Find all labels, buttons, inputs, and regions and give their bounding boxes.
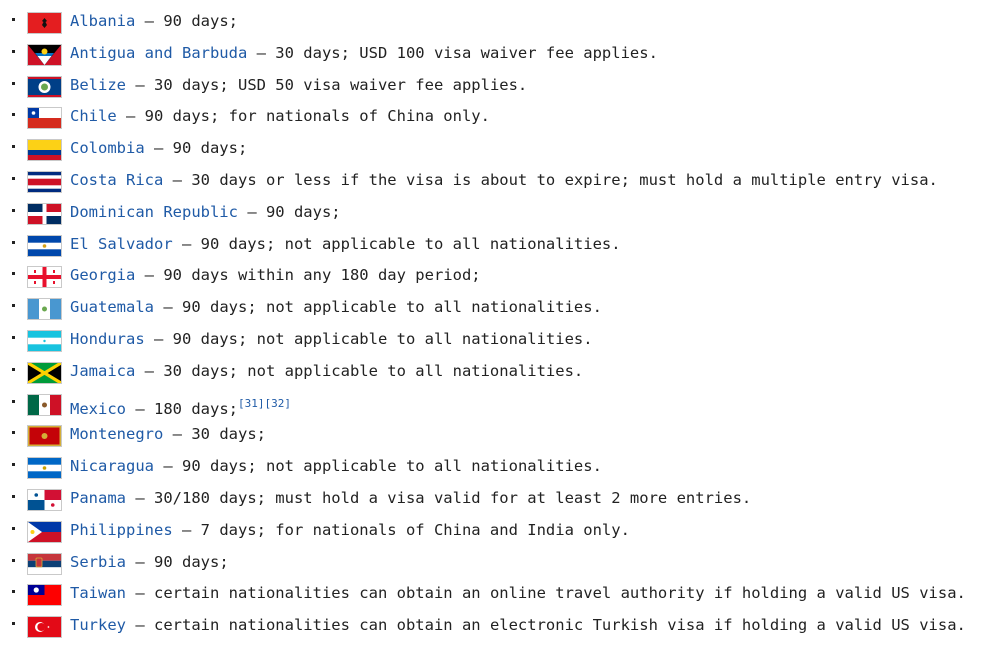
list-item xyxy=(0,229,1000,261)
entry-detail: — 90 days; xyxy=(135,12,238,30)
flag-panama-icon xyxy=(28,490,61,510)
flag-taiwan-icon xyxy=(28,585,61,605)
bullet xyxy=(12,82,15,85)
list-item xyxy=(0,292,1000,324)
flag-mexico-icon xyxy=(28,395,61,415)
country-link[interactable]: Panama xyxy=(70,488,126,507)
bullet xyxy=(12,463,15,466)
entry-detail: — 7 days; for nationals of China and India only. xyxy=(172,520,630,539)
entry-detail: — 90 days; xyxy=(144,139,248,158)
citation-link[interactable]: [31][32] xyxy=(237,396,291,410)
entry-detail: — 30 days or less if the visa is about to expire; must hold a multiple entry visa. xyxy=(163,170,938,189)
country-link[interactable]: Georgia xyxy=(70,266,136,285)
entry-detail: — 30 days; xyxy=(163,425,266,444)
flag-montenegro-icon xyxy=(28,426,61,446)
country-link[interactable]: Albania xyxy=(70,12,136,30)
bullet xyxy=(12,431,15,434)
country-link[interactable]: Chile xyxy=(70,107,117,126)
country-link[interactable]: El Salvador xyxy=(70,234,173,253)
country-link[interactable]: Honduras xyxy=(70,329,145,348)
country-link[interactable]: Guatemala xyxy=(70,298,154,317)
entry-detail: — 90 days; xyxy=(126,552,229,571)
flag-georgia-icon xyxy=(28,267,61,287)
entry-detail: — 30 days; USD 100 visa waiver fee applies. xyxy=(247,43,658,62)
flag-serbia-icon xyxy=(28,554,61,574)
entry-detail: — 90 days; not applicable to all nationalities. xyxy=(144,329,593,348)
bullet xyxy=(12,559,15,562)
bullet xyxy=(12,304,15,307)
flag-chile-icon xyxy=(28,108,61,128)
country-link[interactable]: Montenegro xyxy=(70,425,164,444)
entry-detail: — 30 days; USD 50 visa waiver fee applies. xyxy=(126,75,528,94)
list-item xyxy=(0,324,1000,356)
bullet xyxy=(12,368,15,371)
list-item xyxy=(0,515,1000,547)
bullet xyxy=(12,590,15,593)
list-item xyxy=(0,610,1000,642)
country-link[interactable]: Jamaica xyxy=(70,361,136,380)
flag-honduras-icon xyxy=(28,331,61,351)
entry-detail: — 90 days; for nationals of China only. xyxy=(116,107,490,126)
bullet xyxy=(12,145,15,148)
list-item xyxy=(0,70,1000,102)
list-item xyxy=(0,101,1000,133)
list-item xyxy=(0,451,1000,483)
country-link[interactable]: Nicaragua xyxy=(70,457,154,476)
flag-costa-rica-icon xyxy=(28,172,61,192)
entry-detail: — 90 days; not applicable to all nationalities. xyxy=(154,298,602,317)
flag-turkey-icon xyxy=(28,617,61,637)
list-item xyxy=(0,133,1000,165)
entry-detail: — 90 days; xyxy=(237,202,341,221)
bullet xyxy=(12,527,15,530)
entry-detail: — 90 days within any 180 day period; xyxy=(135,266,481,285)
flag-colombia-icon xyxy=(28,140,61,160)
flag-jamaica-icon xyxy=(28,363,61,383)
country-link[interactable]: Taiwan xyxy=(70,584,126,603)
bullet xyxy=(12,336,15,339)
entry-detail: — certain nationalities can obtain an electronic Turkish visa if holding a valid US visa. xyxy=(126,616,966,635)
entry-detail: — 180 days; xyxy=(126,399,238,418)
bullet xyxy=(12,209,15,212)
country-link[interactable]: Mexico xyxy=(70,399,126,418)
entry-detail: — 90 days; not applicable to all nationalities. xyxy=(154,457,602,476)
entry-detail: — certain nationalities can obtain an online travel authority if holding a valid US visa. xyxy=(126,584,966,603)
list-item xyxy=(0,483,1000,515)
bullet xyxy=(12,241,15,244)
list-item xyxy=(0,38,1000,70)
list-item xyxy=(0,356,1000,388)
bullet xyxy=(12,177,15,180)
flag-dominican-republic-icon xyxy=(28,204,61,224)
country-link[interactable]: Antigua and Barbuda xyxy=(70,43,248,62)
flag-el-salvador-icon xyxy=(28,236,61,256)
bullet xyxy=(12,113,15,116)
list-item xyxy=(0,547,1000,579)
country-link[interactable]: Colombia xyxy=(70,139,145,158)
flag-nicaragua-icon xyxy=(28,458,61,478)
bullet xyxy=(12,18,15,21)
bullet xyxy=(12,272,15,275)
flag-belize-icon xyxy=(28,77,61,97)
flag-antigua-and-barbuda-icon xyxy=(28,45,61,65)
country-link[interactable]: Costa Rica xyxy=(70,170,164,189)
list-item xyxy=(0,388,1000,420)
country-link[interactable]: Dominican Republic xyxy=(70,202,238,221)
country-link[interactable]: Serbia xyxy=(70,552,126,571)
country-link[interactable]: Belize xyxy=(70,75,126,94)
bullet xyxy=(12,495,15,498)
list-item xyxy=(0,260,1000,292)
entry-detail: — 90 days; not applicable to all nationalities. xyxy=(172,234,621,253)
list-item xyxy=(0,6,1000,38)
bullet xyxy=(12,50,15,53)
list-item xyxy=(0,197,1000,229)
bullet xyxy=(12,622,15,625)
country-link[interactable]: Turkey xyxy=(70,616,126,635)
flag-albania-icon xyxy=(28,13,61,33)
country-link[interactable]: Philippines xyxy=(70,520,173,539)
flag-philippines-icon xyxy=(28,522,61,542)
entry-detail: — 30 days; not applicable to all nationalities. xyxy=(135,361,584,380)
list-item xyxy=(0,165,1000,197)
entry-detail: — 30/180 days; must hold a visa valid for at least 2 more entries. xyxy=(126,488,752,507)
bullet xyxy=(12,400,15,403)
list-item xyxy=(0,419,1000,451)
flag-guatemala-icon xyxy=(28,299,61,319)
list-item xyxy=(0,578,1000,610)
